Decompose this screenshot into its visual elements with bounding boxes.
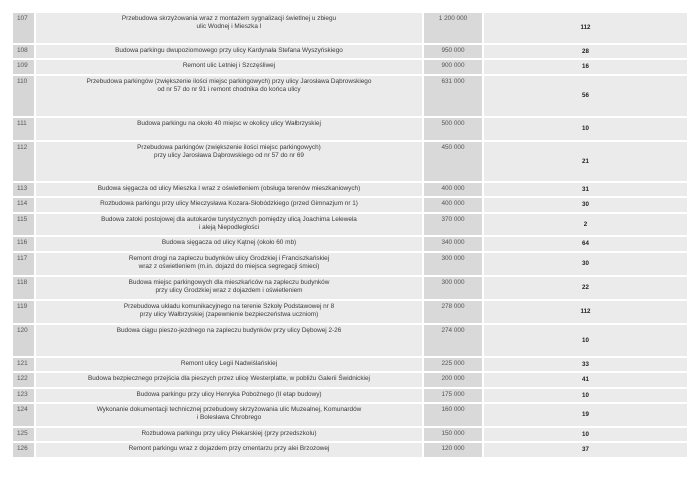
project-amount: 278 000 [424, 301, 484, 323]
table-row [13, 301, 687, 325]
project-points: 10 [484, 389, 687, 402]
project-points: 10 [484, 428, 687, 441]
project-amount: 175 000 [424, 389, 484, 402]
project-points: 112 [484, 13, 687, 43]
table-row [13, 13, 687, 45]
table-row [13, 389, 687, 404]
row-number: 107 [13, 13, 36, 43]
table-row [13, 443, 687, 459]
project-points: 56 [484, 76, 687, 116]
project-amount: 300 000 [424, 253, 484, 275]
project-points: 28 [484, 45, 687, 58]
project-amount: 400 000 [424, 198, 484, 212]
project-points: 16 [484, 60, 687, 74]
table-row [13, 142, 687, 183]
project-points: 64 [484, 237, 687, 251]
row-number: 111 [13, 118, 36, 140]
table-row [13, 45, 687, 60]
project-amount: 900 000 [424, 60, 484, 74]
project-points: 21 [484, 142, 687, 181]
project-description: Przebudowa parkingów (zwiększenie ilości miejsc parkingowych) przy ulicy Jarosława Dąbrowskiego od nr 57 do nr 69 [36, 142, 424, 181]
project-amount: 120 000 [424, 443, 484, 457]
project-amount: 370 000 [424, 214, 484, 235]
project-points: 10 [484, 118, 687, 140]
projects-table [13, 13, 687, 459]
project-points: 22 [484, 277, 687, 299]
table-row [13, 76, 687, 118]
project-description: Budowa sięgacza od ulicy Mieszka I wraz z oświetleniem (obsługa terenów mieszkaniowych) [36, 183, 424, 196]
project-description: Remont ulic Letniej i Szczęśliwej [36, 60, 424, 74]
project-amount: 300 000 [424, 277, 484, 299]
row-number: 110 [13, 76, 36, 116]
project-description: Budowa parkingu przy ulicy Henryka Pobożnego (II etap budowy) [36, 389, 424, 402]
row-number: 121 [13, 358, 36, 371]
table-row [13, 214, 687, 237]
project-description: Budowa zatoki postojowej dla autokarów turystycznych pomiędzy ulicą Joachima Lelewela i aleją Niepodległości [36, 214, 424, 235]
table-row [13, 60, 687, 76]
project-description: Rozbudowa parkingu przy ulicy Piekarskiej (przy przedszkolu) [36, 428, 424, 441]
row-number: 118 [13, 277, 36, 299]
table-row [13, 277, 687, 301]
project-amount: 160 000 [424, 404, 484, 426]
project-points: 30 [484, 198, 687, 212]
project-description: Rozbudowa parkingu przy ulicy Mieczysława Kozara-Słobódzkiego (przed Gimnazjum nr 1) [36, 198, 424, 212]
project-points: 112 [484, 301, 687, 323]
table-row [13, 325, 687, 358]
row-number: 112 [13, 142, 36, 181]
project-amount: 340 000 [424, 237, 484, 251]
row-number: 108 [13, 45, 36, 58]
row-number: 109 [13, 60, 36, 74]
row-number: 123 [13, 389, 36, 402]
project-description: Budowa parkingu na około 40 miejsc w okolicy ulicy Wałbrzyskiej [36, 118, 424, 140]
project-amount: 274 000 [424, 325, 484, 356]
project-amount: 631 000 [424, 76, 484, 116]
row-number: 122 [13, 373, 36, 387]
row-number: 124 [13, 404, 36, 426]
row-number: 126 [13, 443, 36, 457]
table-row [13, 183, 687, 198]
project-description: Remont parkingu wraz z dojazdem przy cmentarzu przy alei Brzozowej [36, 443, 424, 457]
project-description: Przebudowa skrzyżowania wraz z montażem sygnalizacji świetlnej u zbiegu ulic Wodnej i Mieszka I [36, 13, 424, 43]
table-row [13, 373, 687, 389]
table-row [13, 404, 687, 428]
project-points: 19 [484, 404, 687, 426]
table-row [13, 237, 687, 253]
project-amount: 200 000 [424, 373, 484, 387]
project-points: 2 [484, 214, 687, 235]
table-row [13, 428, 687, 443]
project-points: 30 [484, 253, 687, 275]
table-row [13, 253, 687, 277]
project-points: 33 [484, 358, 687, 371]
project-description: Remont drogi na zapleczu budynków ulicy Grodzkiej i Franciszkańskiej wraz z oświetleniem (m.in. dojazd do miejsca segregacji śmieci) [36, 253, 424, 275]
row-number: 125 [13, 428, 36, 441]
row-number: 116 [13, 237, 36, 251]
project-description: Przebudowa parkingów (zwiększenie ilości miejsc parkingowych) przy ulicy Jarosława Dąbrowskiego od nr 57 do nr 91 i remont chodnika do końca ulicy [36, 76, 424, 116]
project-amount: 450 000 [424, 142, 484, 181]
project-amount: 1 200 000 [424, 13, 484, 43]
row-number: 113 [13, 183, 36, 196]
row-number: 120 [13, 325, 36, 356]
project-description: Remont ulicy Legii Nadwiślańskiej [36, 358, 424, 371]
project-points: 31 [484, 183, 687, 196]
row-number: 119 [13, 301, 36, 323]
project-amount: 950 000 [424, 45, 484, 58]
project-description: Przebudowa układu komunikacyjnego na terenie Szkoły Podstawowej nr 8 przy ulicy Wałbrzyskiej (zapewnienie bezpieczeństwa uczniom) [36, 301, 424, 323]
project-description: Budowa parkingu dwupoziomowego przy ulicy Kardynała Stefana Wyszyńskiego [36, 45, 424, 58]
project-amount: 225 000 [424, 358, 484, 371]
project-description: Budowa ciągu pieszo-jezdnego na zapleczu budynków przy ulicy Dębowej 2-26 [36, 325, 424, 356]
project-description: Budowa bezpiecznego przejścia dla pieszych przez ulicę Westerplatte, w pobliżu Galerii Świdnickiej [36, 373, 424, 387]
project-points: 37 [484, 443, 687, 457]
row-number: 117 [13, 253, 36, 275]
table-row [13, 198, 687, 214]
project-description: Wykonanie dokumentacji technicznej przebudowy skrzyżowania ulic Muzealnej, Komunardów i Bolesława Chrobrego [36, 404, 424, 426]
project-points: 41 [484, 373, 687, 387]
project-amount: 500 000 [424, 118, 484, 140]
project-description: Budowa miejsc parkingowych dla mieszkańców na zapleczu budynków przy ulicy Grodzkiej wraz z dojazdem i oświetleniem [36, 277, 424, 299]
project-amount: 400 000 [424, 183, 484, 196]
project-points: 10 [484, 325, 687, 356]
row-number: 114 [13, 198, 36, 212]
project-description: Budowa sięgacza od ulicy Kątnej (około 60 mb) [36, 237, 424, 251]
project-amount: 150 000 [424, 428, 484, 441]
table-row [13, 358, 687, 373]
table-row [13, 118, 687, 142]
row-number: 115 [13, 214, 36, 235]
